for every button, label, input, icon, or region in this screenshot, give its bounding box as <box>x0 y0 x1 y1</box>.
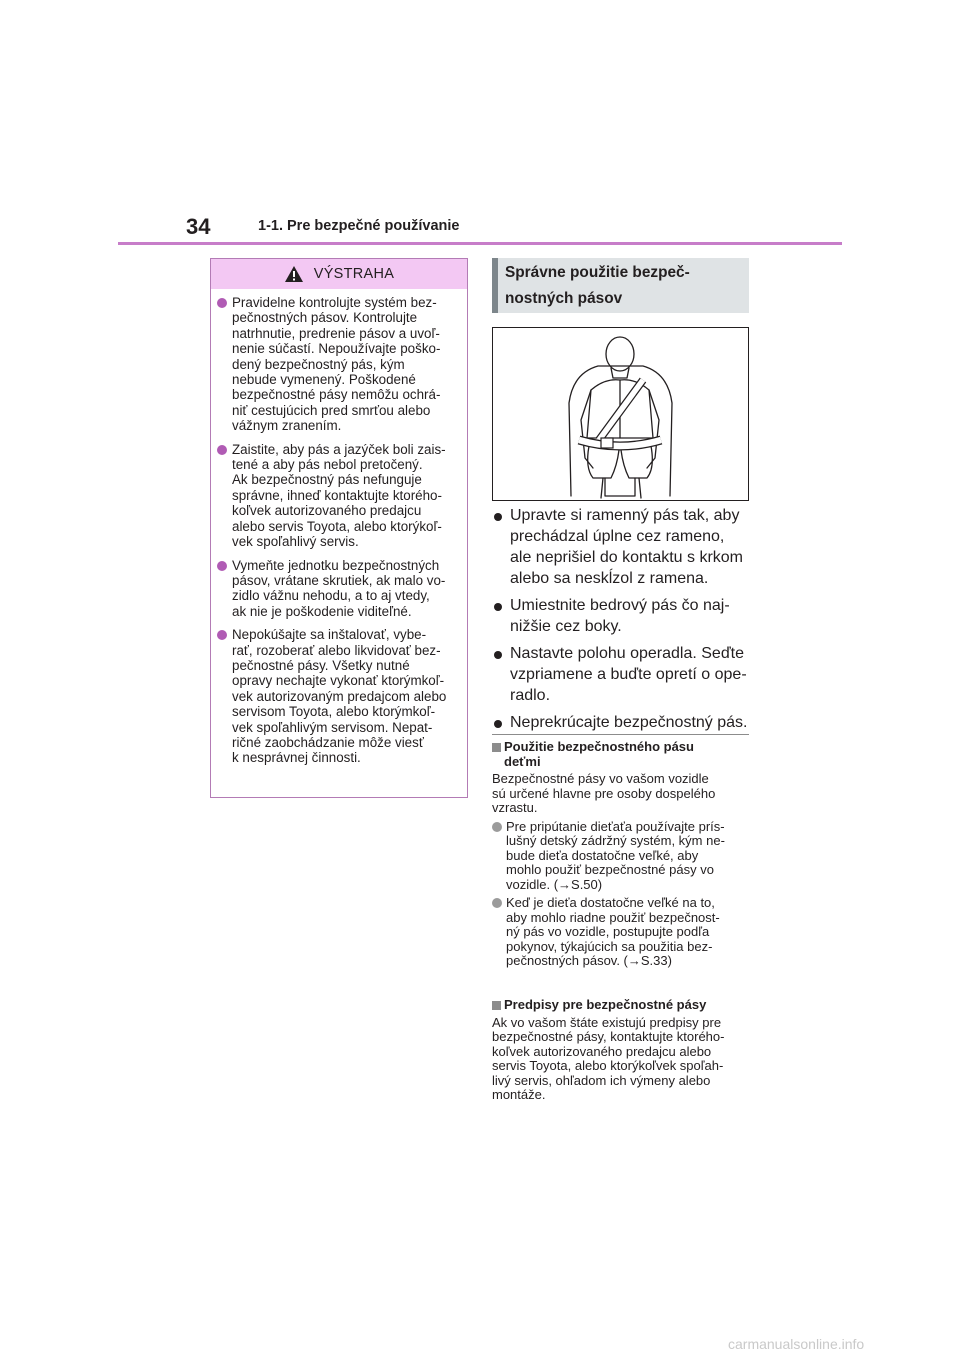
list-item <box>494 505 754 589</box>
watermark: carmanualsonline.info <box>728 1336 865 1352</box>
warning-item-text: Pravidelne kontrolujte systém bez- pečnostných pásov. Kontrolujte natrhnutie, predrenie pásov a uvoľ- nenie súčastí. Nepoužívajte poško- dený bezpečnostný pás, kým nebude vymenený. Poškodené bezpečnostné pásy nemôžu ochrá- niť cestujúcich pred smrťou alebo vážnym zranením. <box>232 295 441 434</box>
seatbelt-illustration <box>492 327 749 501</box>
regulations-heading <box>492 998 754 1013</box>
children-heading-text: Použitie bezpečnostného pásu deťmi <box>504 739 694 769</box>
list-item-text: Umiestnite bedrový pás čo naj- nižšie cez boky. <box>510 597 730 635</box>
list-item <box>492 820 754 893</box>
warning-item <box>217 442 457 550</box>
list-item <box>494 643 754 706</box>
header-rule <box>118 242 842 245</box>
warning-item <box>217 627 457 766</box>
warning-item-text: Zaistite, aby pás a jazýček boli zais- tené a aby pás nebol pretočený. Ak bezpečnostný pás nefunguje správne, ihneď kontaktujte ktorého- koľvek autorizovaného predajcu alebo servis Toyota, alebo ktorýkoľ- vek spoľahlivý servis. <box>232 441 446 550</box>
warning-list <box>211 289 467 766</box>
page-number: 34 <box>186 214 211 239</box>
bullet-dot-icon <box>494 603 502 611</box>
regulations-section <box>492 998 754 1103</box>
bullet-dot-icon <box>492 898 502 908</box>
warning-item-text: Vymeňte jednotku bezpečnostných pásov, vrátane skrutiek, ak malo vo- zidlo vážnu nehodu, a to aj vtedy, ak nie je poškodenie viditeľné. <box>232 557 446 619</box>
subsection-title: Správne použitie bezpeč- nostných pásov <box>505 264 690 307</box>
bullet-dot-icon <box>217 445 227 455</box>
list-item-text: Pre pripútanie dieťaťa používajte prís- lušný detský zádržný systém, kým ne- bude dieťa dostatočne veľké, aby mohlo použiť bezpečnostné pásy vo vozidle. (→S.50) <box>506 818 725 892</box>
bullet-dot-icon <box>217 561 227 571</box>
list-item <box>492 896 754 969</box>
warning-item <box>217 558 457 620</box>
square-bullet-icon <box>492 1001 501 1010</box>
bullet-dot-icon <box>494 651 502 659</box>
subsection-header <box>492 258 749 313</box>
seated-person-seatbelt-drawing <box>493 328 748 500</box>
bullet-dot-icon <box>492 822 502 832</box>
list-item-text: Keď je dieťa dostatočne veľké na to, aby mohlo riadne použiť bezpečnost- ný pás vo vozidle, postupujte podľa pokynov, týkajúcich sa použitia bez- pečnostných pásov. (→S.33) <box>506 895 720 968</box>
warning-item <box>217 295 457 434</box>
bullet-dot-icon <box>217 298 227 308</box>
bullet-dot-icon <box>494 513 502 521</box>
section-title: 1-1. Pre bezpečné používanie <box>258 218 460 234</box>
square-bullet-icon <box>492 743 501 752</box>
warning-title: VÝSTRAHA <box>313 266 395 282</box>
children-intro: Bezpečnostné pásy vo vašom vozidle sú určené hlavne pre osoby dospelého vzrastu. <box>492 771 716 815</box>
warning-header <box>211 259 467 289</box>
children-heading <box>492 740 754 769</box>
regulations-text: Ak vo vašom štáte existujú predpisy pre bezpečnostné pásy, kontaktujte ktorého- koľvek autorizovaného predajcu alebo servis Toyota, alebo ktorýkoľvek spoľah- livý servis, ohľadom ich výmeny alebo montáže. <box>492 1014 725 1102</box>
bullet-dot-icon <box>494 720 502 728</box>
proper-use-list <box>494 505 754 739</box>
regulations-heading-text: Predpisy pre bezpečnostné pásy <box>504 997 707 1012</box>
list-item <box>494 712 754 733</box>
list-item-text: Upravte si ramenný pás tak, aby prechádzal úplne cez rameno, ale neprišiel do kontaktu s krkom alebo sa neskĺzol z ramena. <box>510 507 743 587</box>
warning-triangle-icon <box>284 265 304 283</box>
bullet-dot-icon <box>217 630 227 640</box>
warning-box <box>210 258 468 798</box>
children-section <box>492 740 754 969</box>
list-item-text: Neprekrúcajte bezpečnostný pás. <box>510 714 748 731</box>
warning-item-text: Nepokúšajte sa inštalovať, vybe- rať, rozoberať alebo likvidovať bez- pečnostné pásy. Všetky nutné opravy nechajte vykonať ktorýmkoľ- vek autorizovaným predajcom alebo servisom Toyota, alebo ktorýmkoľ- vek spoľahlivým servisom. Nepat- ričné zaobchádzanie môže viesť k nesprávnej činnosti. <box>232 627 447 766</box>
list-item-text: Nastavte polohu operadla. Seďte vzpriamene a buďte opretí o ope- radlo. <box>510 645 747 704</box>
section-divider <box>492 734 749 735</box>
list-item <box>494 595 754 637</box>
